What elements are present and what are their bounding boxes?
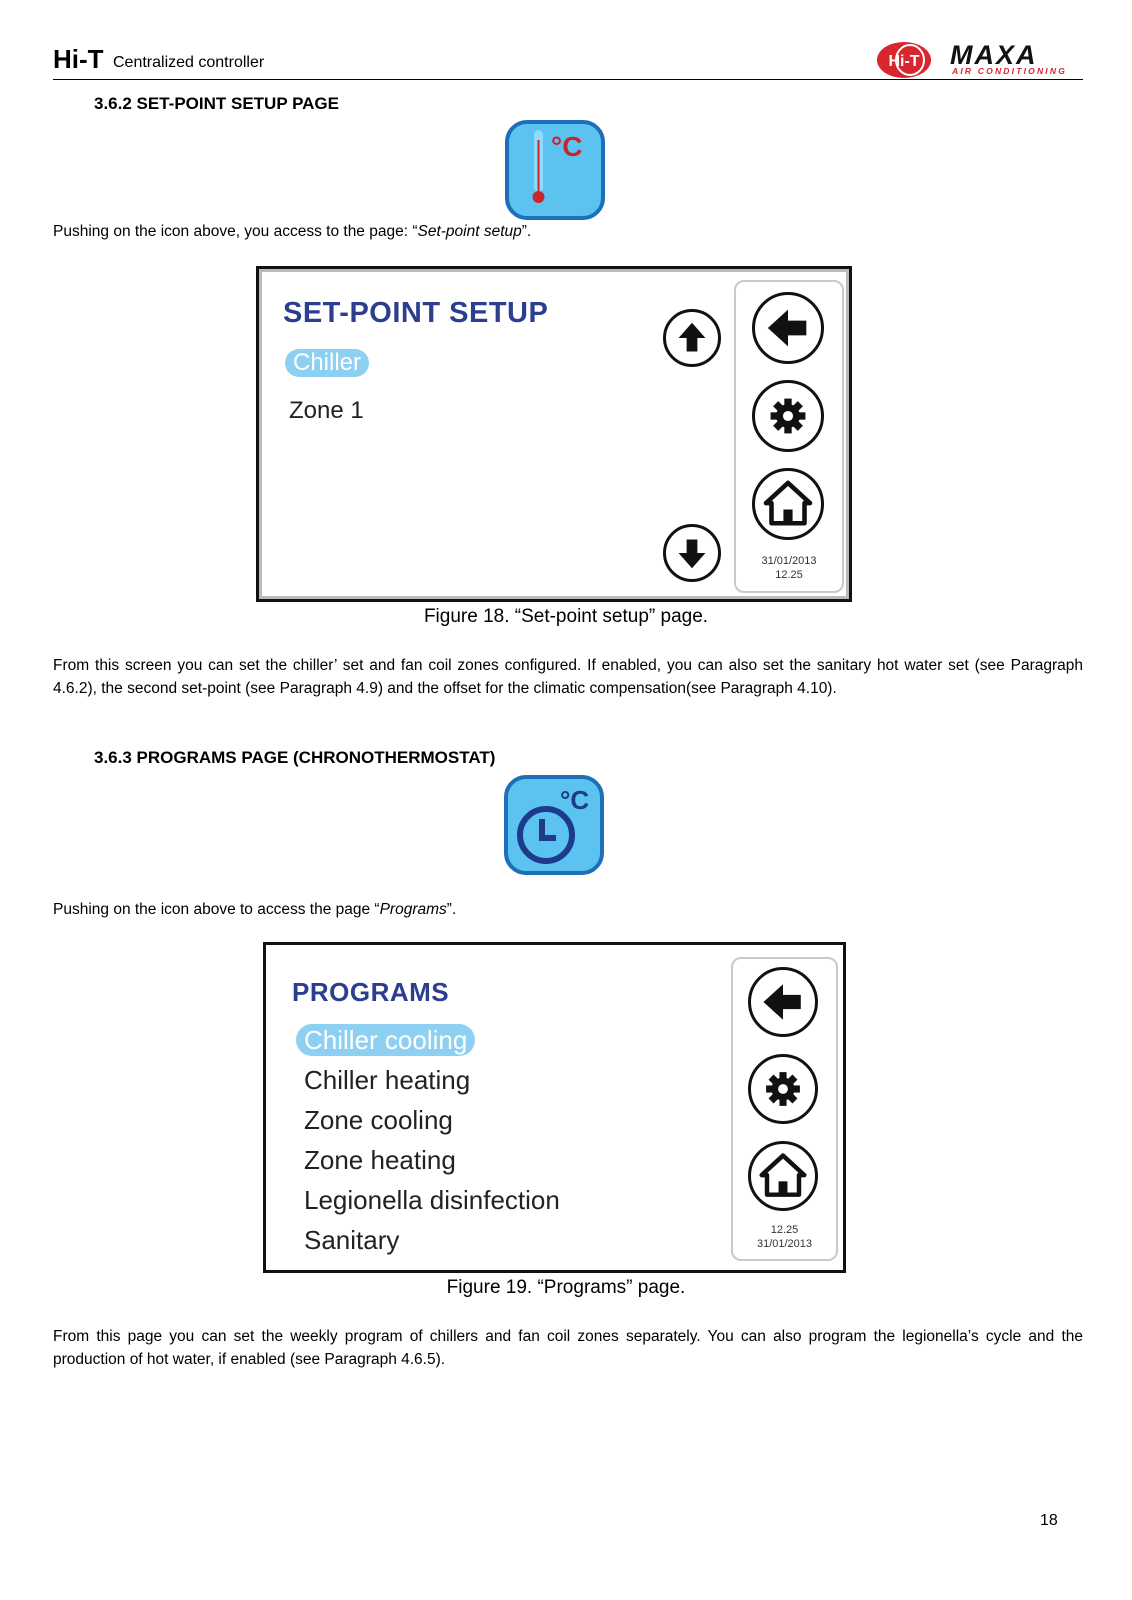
datetime-stamp: 12.25 31/01/2013 (756, 1224, 813, 1250)
home-button[interactable] (748, 1141, 818, 1211)
hit-logo-icon (875, 40, 933, 80)
svg-text:Hi-T: Hi-T (888, 53, 920, 70)
sanitary-item[interactable]: Sanitary (304, 1225, 400, 1255)
svg-text:AIR CONDITIONING: AIR CONDITIONING (952, 66, 1068, 76)
settings-button[interactable] (748, 1054, 818, 1124)
programs-description: From this page you can set the weekly program of chillers and fan coil zones separately. You can also program the legionella’s cycle and the production of hot water, if enabled (see Paragraph 4.6.5). (53, 1328, 1083, 1368)
section-title-setpoint: 3.6.2 SET-POINT SETUP PAGE (94, 94, 339, 113)
svg-text:°C: °C (560, 785, 590, 815)
settings-button[interactable] (752, 380, 824, 452)
home-icon (751, 1144, 815, 1208)
gear-icon (751, 1057, 815, 1121)
svg-text:°C: °C (551, 131, 583, 162)
zone-cooling-item[interactable]: Zone cooling (304, 1105, 453, 1135)
page-number: 18 (1040, 1512, 1058, 1529)
home-button[interactable] (752, 468, 824, 540)
gear-icon (755, 383, 821, 449)
arrow-left-icon (755, 295, 821, 361)
figure-19-caption: Figure 19. “Programs” page. (446, 1277, 686, 1298)
clock-celsius-icon (504, 775, 604, 875)
back-button[interactable] (752, 292, 824, 364)
scroll-up-button[interactable] (663, 309, 721, 367)
programs-intro: Pushing on the icon above to access the page “Programs”. (53, 901, 457, 918)
scroll-down-button[interactable] (663, 524, 721, 582)
legionella-item[interactable]: Legionella disinfection (304, 1185, 560, 1215)
home-icon (755, 471, 821, 537)
screen-title: PROGRAMS (292, 977, 450, 1007)
setpoint-screen (256, 266, 852, 602)
arrow-up-icon (666, 312, 718, 364)
screen-title: SET-POINT SETUP (283, 297, 549, 329)
arrow-left-icon (751, 970, 815, 1034)
chiller-heating-item[interactable]: Chiller heating (304, 1065, 471, 1095)
figure-18-caption: Figure 18. “Set-point setup” page. (423, 606, 709, 627)
back-button[interactable] (748, 967, 818, 1037)
side-panel (734, 280, 844, 593)
zone-heating-item[interactable]: Zone heating (304, 1145, 456, 1175)
chiller-cooling-item[interactable]: Chiller cooling (296, 1024, 475, 1056)
thermometer-celsius-icon (505, 120, 605, 220)
arrow-down-icon (666, 527, 718, 579)
header-subtitle: Centralized controller (113, 54, 265, 71)
document-header (53, 40, 1083, 80)
side-panel (731, 957, 838, 1261)
maxa-logo-icon (948, 40, 1083, 76)
chiller-item[interactable]: Chiller (285, 349, 369, 377)
svg-text:MAXA: MAXA (950, 40, 1038, 70)
datetime-stamp: 31/01/2013 12.25 (761, 555, 817, 581)
brand-name: Hi-T (53, 44, 104, 74)
setpoint-intro: Pushing on the icon above, you access to the page: “Set-point setup”. (53, 223, 532, 240)
programs-screen (263, 942, 846, 1273)
zone-item[interactable]: Zone 1 (289, 397, 364, 424)
setpoint-description: From this screen you can set the chiller’ set and fan coil zones configured. If enabled, you can also set the sanitary hot water set (see Paragraph 4.6.2), the second set-point (see Paragraph 4.9) and the offset for the climatic compensation(see Paragraph 4.10). (53, 657, 1083, 697)
section-title-programs: 3.6.3 PROGRAMS PAGE (CHRONOTHERMOSTAT) (94, 748, 496, 767)
